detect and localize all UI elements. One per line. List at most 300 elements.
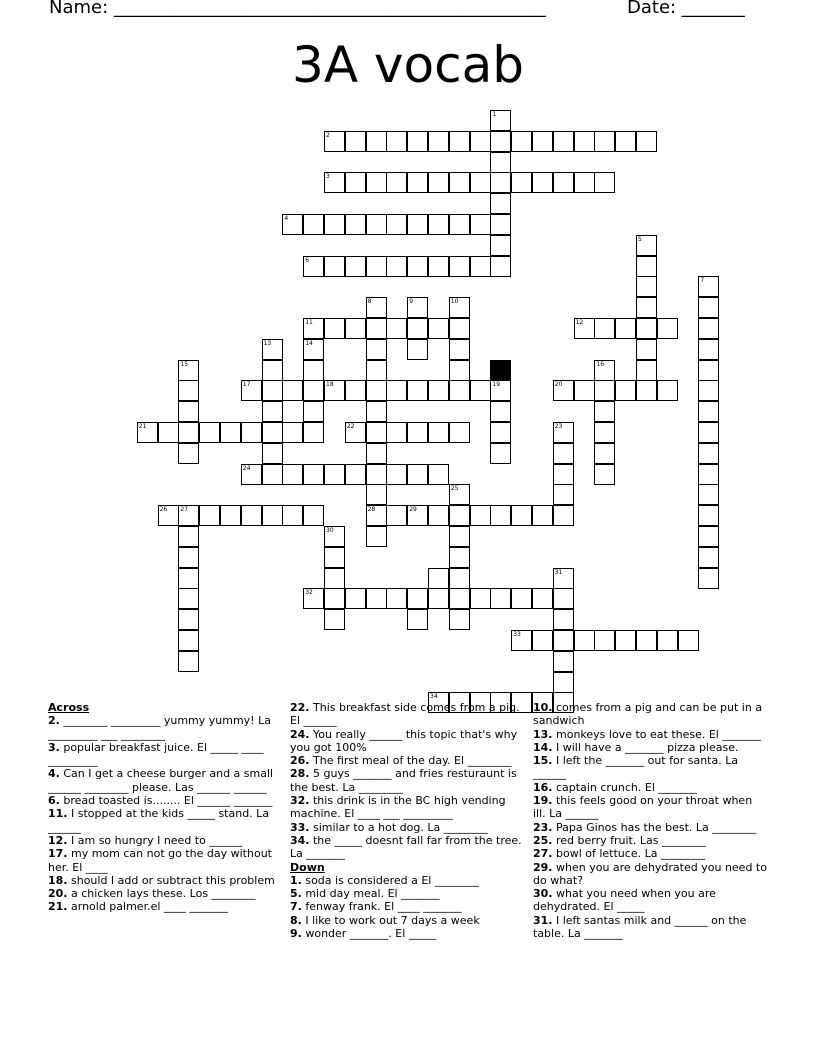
grid-cell[interactable] — [532, 131, 553, 152]
across-heading: Across — [48, 701, 90, 714]
grid-cell[interactable] — [636, 360, 657, 381]
grid-cell[interactable] — [345, 380, 366, 401]
grid-cell[interactable] — [449, 609, 470, 630]
clue-item-number: 18. — [48, 873, 68, 887]
grid-cell[interactable] — [574, 630, 595, 651]
clue-item-number: 5. — [290, 887, 302, 901]
grid-cell[interactable] — [553, 464, 574, 485]
grid-cell[interactable] — [303, 360, 324, 381]
clue-item — [533, 861, 767, 888]
grid-cell[interactable] — [594, 401, 615, 422]
clue-item-text: comes from a pig and can be put in a sandwich — [533, 701, 763, 728]
grid-cell[interactable] — [282, 422, 303, 443]
grid-cell[interactable] — [407, 172, 428, 193]
grid-cell[interactable] — [449, 484, 470, 505]
clue-item-number: 19. — [533, 794, 553, 808]
grid-cell[interactable] — [594, 318, 615, 339]
clue-item — [290, 754, 522, 767]
grid-cell[interactable] — [698, 360, 719, 381]
clue-item-number: 15. — [533, 754, 553, 768]
clue-item-text: monkeys love to eat these. El _______ — [552, 727, 761, 741]
grid-cell[interactable] — [428, 214, 449, 235]
grid-cell[interactable] — [324, 380, 345, 401]
grid-cell[interactable] — [594, 630, 615, 651]
grid-cell[interactable] — [490, 235, 511, 256]
grid-cell[interactable] — [178, 380, 199, 401]
clue-number: 15 — [180, 360, 189, 368]
grid-cell[interactable] — [428, 422, 449, 443]
grid-cell[interactable] — [698, 547, 719, 568]
grid-cell[interactable] — [698, 568, 719, 589]
grid-cell[interactable] — [366, 443, 387, 464]
grid-cell[interactable] — [262, 422, 283, 443]
grid-cell[interactable] — [241, 464, 262, 485]
grid-cell[interactable] — [199, 505, 220, 526]
grid-cell[interactable] — [303, 256, 324, 277]
grid-cell[interactable] — [470, 588, 491, 609]
grid-cell[interactable] — [553, 484, 574, 505]
grid-cell[interactable] — [407, 609, 428, 630]
grid-cell[interactable] — [490, 256, 511, 277]
clue-number: 27 — [180, 506, 189, 514]
clue-number: 24 — [242, 464, 251, 472]
grid-cell[interactable] — [449, 505, 470, 526]
grid-cell[interactable] — [241, 422, 262, 443]
clue-item-number: 29. — [533, 860, 553, 874]
clue-item-text: I stopped at the kids _____ stand. La ______ — [48, 807, 270, 834]
grid-cell[interactable] — [594, 360, 615, 381]
grid-cell[interactable] — [428, 172, 449, 193]
grid-cell[interactable] — [594, 380, 615, 401]
grid-cell[interactable] — [366, 484, 387, 505]
clue-item-number: 26. — [290, 754, 310, 768]
clue-item — [290, 874, 522, 887]
grid-cell[interactable] — [366, 422, 387, 443]
grid-cell[interactable] — [594, 422, 615, 443]
grid-cell[interactable] — [366, 297, 387, 318]
clue-number: 1 — [492, 111, 497, 118]
grid-cell[interactable] — [407, 464, 428, 485]
grid-cell[interactable] — [407, 380, 428, 401]
clue-item-text: Papa Ginos has the best. La ________ — [552, 820, 757, 834]
grid-cell[interactable] — [594, 131, 615, 152]
grid-cell[interactable] — [594, 172, 615, 193]
grid-cell[interactable] — [158, 505, 179, 526]
name-field[interactable]: Name: ________________________________________________ — [49, 0, 546, 18]
clue-item — [48, 714, 278, 741]
grid-cell[interactable] — [490, 214, 511, 235]
grid-cell[interactable] — [366, 256, 387, 277]
grid-cell[interactable] — [428, 568, 449, 589]
clue-item — [533, 741, 767, 754]
clue-number: 20 — [554, 381, 563, 389]
grid-cell[interactable] — [636, 276, 657, 297]
grid-cell[interactable] — [428, 464, 449, 485]
clue-item-text: Can I get a cheese burger and a small ______ ________ please. Las ______ ______ — [48, 767, 274, 794]
grid-cell[interactable] — [636, 339, 657, 360]
grid-cell[interactable] — [470, 256, 491, 277]
grid-cell[interactable] — [636, 380, 657, 401]
grid-cell[interactable] — [282, 464, 303, 485]
grid-cell[interactable] — [282, 505, 303, 526]
grid-cell[interactable] — [137, 422, 158, 443]
grid-cell[interactable] — [366, 401, 387, 422]
grid-cell[interactable] — [303, 464, 324, 485]
grid-cell[interactable] — [636, 318, 657, 339]
grid-cell[interactable] — [470, 131, 491, 152]
grid-cell[interactable] — [178, 422, 199, 443]
grid-cell[interactable] — [428, 380, 449, 401]
grid-cell[interactable] — [366, 131, 387, 152]
grid-cell[interactable] — [574, 131, 595, 152]
grid-cell[interactable] — [490, 422, 511, 443]
grid-cell[interactable] — [407, 214, 428, 235]
grid-cell[interactable] — [178, 651, 199, 672]
grid-cell[interactable] — [345, 214, 366, 235]
grid-cell[interactable] — [470, 172, 491, 193]
grid-cell[interactable] — [449, 318, 470, 339]
clue-item-number: 4. — [48, 767, 60, 781]
grid-cell[interactable] — [282, 214, 303, 235]
grid-cell[interactable] — [470, 214, 491, 235]
grid-cell[interactable] — [407, 131, 428, 152]
grid-cell[interactable] — [178, 360, 199, 381]
grid-cell[interactable] — [324, 568, 345, 589]
clue-item-number: 8. — [290, 913, 302, 927]
clue-item-text: my mom can not go the day without her. El ____ — [48, 847, 272, 874]
grid-cell[interactable] — [262, 339, 283, 360]
grid-cell[interactable] — [698, 276, 719, 297]
clue-item — [48, 741, 278, 768]
clue-item-number: 33. — [290, 820, 310, 834]
clue-item — [48, 900, 278, 913]
clue-item-text: bowl of lettuce. La ________ — [552, 847, 705, 861]
grid-cell[interactable] — [657, 318, 678, 339]
grid-cell[interactable] — [345, 422, 366, 443]
grid-cell[interactable] — [636, 131, 657, 152]
grid-cell[interactable] — [574, 380, 595, 401]
grid-cell[interactable] — [366, 318, 387, 339]
grid-cell[interactable] — [657, 380, 678, 401]
grid-cell[interactable] — [698, 505, 719, 526]
grid-cell[interactable] — [449, 131, 470, 152]
grid-cell[interactable] — [511, 588, 532, 609]
grid-cell[interactable] — [532, 630, 553, 651]
date-field[interactable]: Date: _______ — [627, 0, 745, 18]
grid-cell[interactable] — [449, 526, 470, 547]
grid-cell[interactable] — [698, 318, 719, 339]
grid-cell[interactable] — [386, 131, 407, 152]
clue-item — [290, 821, 522, 834]
grid-cell[interactable] — [449, 360, 470, 381]
grid-cell[interactable] — [449, 422, 470, 443]
grid-cell[interactable] — [220, 505, 241, 526]
grid-cell[interactable] — [470, 505, 491, 526]
grid-cell[interactable] — [178, 526, 199, 547]
clue-item — [48, 874, 278, 887]
clue-number: 25 — [450, 485, 459, 493]
grid-cell[interactable] — [366, 464, 387, 485]
grid-cell[interactable] — [178, 609, 199, 630]
grid-cell[interactable] — [698, 443, 719, 464]
clue-item — [533, 701, 767, 728]
clue-item-text: when you are dehydrated you need to do what? — [533, 860, 767, 887]
clue-item-text: what you need when you are dehydrated. El _____ — [533, 887, 716, 914]
grid-cell[interactable] — [324, 172, 345, 193]
grid-cell[interactable] — [386, 318, 407, 339]
clue-column-3 — [533, 701, 767, 940]
clue-item-number: 28. — [290, 767, 310, 781]
black-cell — [490, 360, 511, 381]
grid-cell[interactable] — [449, 588, 470, 609]
clue-item-number: 34. — [290, 833, 310, 847]
grid-cell[interactable] — [262, 401, 283, 422]
grid-cell[interactable] — [428, 256, 449, 277]
grid-cell[interactable] — [407, 422, 428, 443]
grid-cell[interactable] — [303, 339, 324, 360]
grid-cell[interactable] — [698, 401, 719, 422]
grid-cell[interactable] — [386, 464, 407, 485]
grid-cell[interactable] — [262, 360, 283, 381]
grid-cell[interactable] — [636, 297, 657, 318]
clue-item-number: 31. — [533, 913, 553, 927]
clue-item-text: similar to a hot dog. La ________ — [309, 820, 488, 834]
grid-cell[interactable] — [553, 568, 574, 589]
clue-item-text: this drink is in the BC high vending machine. El ____ ___ _________ — [290, 794, 506, 821]
grid-cell[interactable] — [386, 214, 407, 235]
grid-cell[interactable] — [553, 422, 574, 443]
grid-cell[interactable] — [574, 318, 595, 339]
grid-cell[interactable] — [366, 214, 387, 235]
grid-cell[interactable] — [178, 505, 199, 526]
grid-cell[interactable] — [262, 505, 283, 526]
clue-item-number: 20. — [48, 887, 68, 901]
grid-cell[interactable] — [366, 360, 387, 381]
grid-cell[interactable] — [449, 256, 470, 277]
grid-cell[interactable] — [324, 214, 345, 235]
grid-cell[interactable] — [636, 630, 657, 651]
clue-item — [533, 834, 767, 847]
grid-cell[interactable] — [594, 443, 615, 464]
grid-cell[interactable] — [199, 422, 220, 443]
grid-cell[interactable] — [553, 609, 574, 630]
grid-cell[interactable] — [386, 588, 407, 609]
grid-cell[interactable] — [366, 505, 387, 526]
grid-cell[interactable] — [470, 380, 491, 401]
grid-cell[interactable] — [553, 672, 574, 693]
grid-cell[interactable] — [386, 172, 407, 193]
grid-cell[interactable] — [324, 547, 345, 568]
clue-number: 18 — [326, 381, 334, 389]
clue-item-text: arnold palmer.el ____ _______ — [67, 900, 228, 914]
grid-cell[interactable] — [178, 547, 199, 568]
clue-item — [290, 927, 522, 940]
grid-cell[interactable] — [303, 318, 324, 339]
grid-cell[interactable] — [490, 505, 511, 526]
clue-item — [290, 767, 522, 794]
grid-cell[interactable] — [366, 339, 387, 360]
clue-item-number: 16. — [533, 780, 553, 794]
grid-cell[interactable] — [428, 505, 449, 526]
grid-cell[interactable] — [178, 568, 199, 589]
grid-cell[interactable] — [386, 505, 407, 526]
grid-cell[interactable] — [553, 172, 574, 193]
clue-item-number: 30. — [533, 887, 553, 901]
grid-cell[interactable] — [220, 422, 241, 443]
grid-cell[interactable] — [345, 172, 366, 193]
grid-cell[interactable] — [449, 547, 470, 568]
grid-cell[interactable] — [345, 318, 366, 339]
clue-item-text: ________ _________ yummy yummy! La _________ ___ ________ — [48, 714, 271, 741]
grid-cell[interactable] — [698, 380, 719, 401]
grid-cell[interactable] — [303, 214, 324, 235]
grid-cell[interactable] — [490, 380, 511, 401]
grid-cell[interactable] — [178, 630, 199, 651]
grid-cell[interactable] — [407, 588, 428, 609]
grid-cell[interactable] — [386, 256, 407, 277]
grid-cell[interactable] — [386, 422, 407, 443]
grid-cell[interactable] — [282, 380, 303, 401]
grid-cell[interactable] — [615, 630, 636, 651]
grid-cell[interactable] — [303, 401, 324, 422]
grid-cell[interactable] — [449, 380, 470, 401]
grid-cell[interactable] — [657, 630, 678, 651]
grid-cell[interactable] — [262, 443, 283, 464]
clue-item-text: bread toasted is........ El ______ _______ — [59, 794, 273, 808]
grid-cell[interactable] — [511, 131, 532, 152]
grid-cell[interactable] — [490, 443, 511, 464]
grid-cell[interactable] — [511, 630, 532, 651]
grid-cell[interactable] — [303, 422, 324, 443]
grid-cell[interactable] — [553, 380, 574, 401]
clue-column-2 — [290, 701, 522, 940]
grid-cell[interactable] — [324, 256, 345, 277]
grid-cell[interactable] — [428, 588, 449, 609]
grid-cell[interactable] — [490, 172, 511, 193]
grid-cell[interactable] — [553, 588, 574, 609]
grid-cell[interactable] — [303, 380, 324, 401]
grid-cell[interactable] — [615, 380, 636, 401]
clue-number: 33 — [513, 631, 521, 638]
grid-cell[interactable] — [615, 131, 636, 152]
grid-cell[interactable] — [574, 172, 595, 193]
grid-cell[interactable] — [532, 588, 553, 609]
grid-cell[interactable] — [636, 235, 657, 256]
grid-cell[interactable] — [428, 131, 449, 152]
grid-cell[interactable] — [345, 464, 366, 485]
grid-cell[interactable] — [178, 443, 199, 464]
grid-cell[interactable] — [615, 318, 636, 339]
grid-cell[interactable] — [366, 588, 387, 609]
grid-cell[interactable] — [553, 651, 574, 672]
grid-cell[interactable] — [553, 131, 574, 152]
grid-cell[interactable] — [490, 193, 511, 214]
clue-item-number: 12. — [48, 833, 68, 847]
grid-cell[interactable] — [324, 588, 345, 609]
grid-cell[interactable] — [449, 339, 470, 360]
clue-number: 7 — [700, 277, 705, 285]
grid-cell[interactable] — [324, 131, 345, 152]
grid-cell[interactable] — [407, 256, 428, 277]
grid-cell[interactable] — [366, 526, 387, 547]
grid-cell[interactable] — [366, 172, 387, 193]
grid-cell[interactable] — [158, 422, 179, 443]
grid-cell[interactable] — [698, 422, 719, 443]
grid-cell[interactable] — [345, 131, 366, 152]
clue-item-number: 2. — [48, 714, 60, 728]
grid-cell[interactable] — [324, 318, 345, 339]
grid-cell[interactable] — [407, 339, 428, 360]
grid-cell[interactable] — [490, 588, 511, 609]
grid-cell[interactable] — [553, 443, 574, 464]
grid-cell[interactable] — [532, 172, 553, 193]
grid-cell[interactable] — [324, 464, 345, 485]
grid-cell[interactable] — [178, 401, 199, 422]
grid-cell[interactable] — [490, 131, 511, 152]
grid-cell[interactable] — [262, 380, 283, 401]
grid-cell[interactable] — [511, 172, 532, 193]
grid-cell[interactable] — [386, 380, 407, 401]
grid-cell[interactable] — [345, 588, 366, 609]
grid-cell[interactable] — [678, 630, 699, 651]
clue-number: 22 — [346, 423, 355, 430]
grid-cell[interactable] — [698, 484, 719, 505]
clue-number: 26 — [159, 506, 168, 514]
grid-cell[interactable] — [449, 172, 470, 193]
clue-item-number: 21. — [48, 900, 68, 914]
grid-cell[interactable] — [324, 609, 345, 630]
grid-cell[interactable] — [407, 505, 428, 526]
grid-cell[interactable] — [449, 214, 470, 235]
grid-cell[interactable] — [241, 380, 262, 401]
grid-cell[interactable] — [241, 505, 262, 526]
grid-cell[interactable] — [532, 505, 553, 526]
grid-cell[interactable] — [345, 256, 366, 277]
grid-cell[interactable] — [262, 464, 283, 485]
grid-cell[interactable] — [449, 568, 470, 589]
clue-item — [290, 887, 522, 900]
grid-cell[interactable] — [698, 339, 719, 360]
grid-cell[interactable] — [698, 526, 719, 547]
clue-item — [533, 914, 767, 941]
grid-cell[interactable] — [407, 318, 428, 339]
grid-cell[interactable] — [490, 152, 511, 173]
grid-cell[interactable] — [553, 505, 574, 526]
clue-number: 2 — [326, 131, 330, 139]
grid-cell[interactable] — [490, 401, 511, 422]
clue-item-text: I left santas milk and ______ on the table. La _______ — [533, 913, 747, 941]
grid-cell[interactable] — [303, 588, 324, 609]
grid-cell[interactable] — [511, 505, 532, 526]
clue-item-text: You really ______ this topic that's why you got 100% — [290, 727, 518, 754]
grid-cell[interactable] — [407, 297, 428, 318]
clue-column-1 — [48, 701, 278, 914]
grid-cell[interactable] — [553, 630, 574, 651]
grid-cell[interactable] — [324, 526, 345, 547]
grid-cell[interactable] — [490, 110, 511, 131]
grid-cell[interactable] — [178, 588, 199, 609]
grid-cell[interactable] — [428, 318, 449, 339]
clue-item — [533, 847, 767, 860]
grid-cell[interactable] — [303, 505, 324, 526]
grid-cell[interactable] — [698, 297, 719, 318]
grid-cell[interactable] — [449, 297, 470, 318]
clue-number: 13 — [263, 339, 272, 347]
grid-cell[interactable] — [366, 380, 387, 401]
grid-cell[interactable] — [698, 464, 719, 485]
grid-cell[interactable] — [636, 256, 657, 277]
grid-cell[interactable] — [594, 464, 615, 485]
